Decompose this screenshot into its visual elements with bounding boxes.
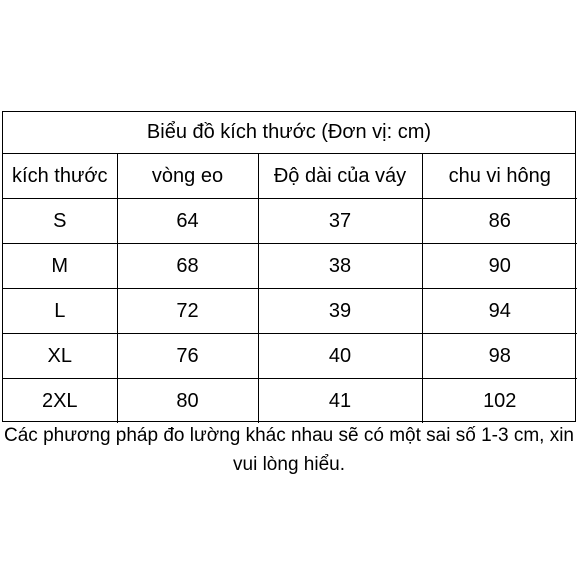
table-row bbox=[3, 289, 577, 334]
cell-length: 40 bbox=[258, 334, 422, 379]
cell-waist: 64 bbox=[117, 199, 258, 244]
table-row bbox=[3, 199, 577, 244]
header-hip: chu vi hông bbox=[422, 154, 577, 199]
cell-size: S bbox=[3, 199, 117, 244]
header-waist: vòng eo bbox=[117, 154, 258, 199]
cell-size: L bbox=[3, 289, 117, 334]
cell-hip: 86 bbox=[422, 199, 577, 244]
cell-hip: 98 bbox=[422, 334, 577, 379]
chart-title: Biểu đồ kích thước (Đơn vị: cm) bbox=[3, 112, 575, 154]
header-size: kích thước bbox=[3, 154, 117, 199]
cell-length: 41 bbox=[258, 379, 422, 424]
cell-hip: 90 bbox=[422, 244, 577, 289]
cell-hip: 102 bbox=[422, 379, 577, 424]
cell-waist: 72 bbox=[117, 289, 258, 334]
header-row bbox=[3, 154, 577, 199]
table-row bbox=[3, 334, 577, 379]
table-row bbox=[3, 379, 577, 424]
cell-waist: 80 bbox=[117, 379, 258, 424]
cell-waist: 68 bbox=[117, 244, 258, 289]
cell-length: 37 bbox=[258, 199, 422, 244]
cell-length: 39 bbox=[258, 289, 422, 334]
cell-size: 2XL bbox=[3, 379, 117, 424]
cell-size: XL bbox=[3, 334, 117, 379]
cell-hip: 94 bbox=[422, 289, 577, 334]
cell-size: M bbox=[3, 244, 117, 289]
measurement-note: Các phương pháp đo lường khác nhau sẽ có một sai số 1-3 cm, xin vui lòng hiểu. bbox=[4, 425, 574, 475]
cell-waist: 76 bbox=[117, 334, 258, 379]
cell-length: 38 bbox=[258, 244, 422, 289]
table-row bbox=[3, 244, 577, 289]
size-chart bbox=[2, 111, 576, 422]
header-length: Độ dài của váy bbox=[258, 154, 422, 199]
size-table bbox=[3, 154, 577, 423]
